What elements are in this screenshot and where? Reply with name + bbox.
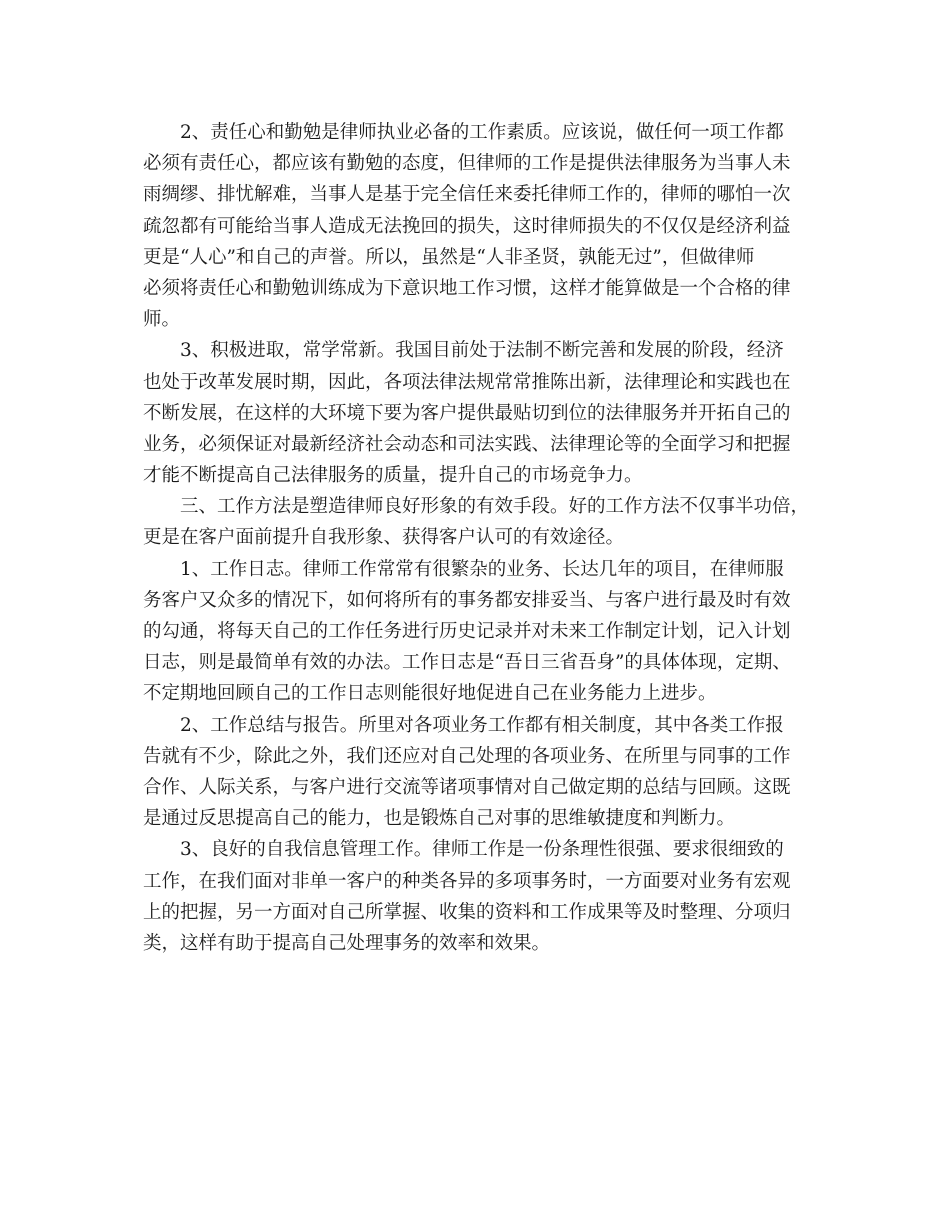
paragraph-information-management — [143, 834, 807, 959]
text-line: 更是“人心”和自己的声誉。所以，虽然是“人非圣贤，孰能无过”，但做律师 — [143, 246, 755, 268]
text-line: 3、积极进取，常学常新。我国目前处于法制不断完善和发展的阶段，经济 — [180, 340, 784, 362]
text-line: 是通过反思提高自己的能力，也是锻炼自己对事的思维敏捷度和判断力。 — [143, 808, 736, 830]
text-line: 务客户又众多的情况下，如何将所有的事务都安排妥当、与客户进行最及时有效 — [143, 589, 791, 611]
text-line: 业务，必须保证对最新经济社会动态和司法实践、法律理论等的全面学习和把握 — [143, 433, 791, 455]
document-body — [143, 117, 810, 959]
text-line: 才能不断提高自己法律服务的质量，提升自己的市场竞争力。 — [143, 465, 643, 487]
paragraph-diligence — [143, 117, 807, 335]
paragraph-summary-report — [143, 710, 807, 835]
text-line: 三、工作方法是塑造律师良好形象的有效手段。好的工作方法不仅事半功倍， — [180, 496, 810, 518]
text-line: 必须将责任心和勤勉训练成为下意识地工作习惯，这样才能算做是一个合格的律 — [143, 277, 791, 299]
text-line: 工作，在我们面对非单一客户的种类各异的多项事务时，一方面要对业务有宏观 — [143, 870, 791, 892]
text-line: 告就有不少，除此之外，我们还应对自己处理的各项业务、在所里与同事的工作 — [143, 745, 791, 767]
text-line: 1、工作日志。律师工作常常有很繁杂的业务、长达几年的项目，在律师服 — [180, 558, 784, 580]
text-line: 不断发展，在这样的大环境下要为客户提供最贴切到位的法律服务并开拓自己的 — [143, 402, 791, 424]
text-line: 日志，则是最简单有效的办法。工作日志是“吾日三省吾身”的具体体现，定期、 — [143, 652, 791, 674]
paragraph-work-log — [143, 554, 807, 710]
text-line: 也处于改革发展时期，因此，各项法律法规常常推陈出新，法律理论和实践也在 — [143, 371, 791, 393]
text-line: 的勾通，将每天自己的工作任务进行历史记录并对未来工作制定计划，记入计划 — [143, 621, 791, 642]
text-line: 雨绸缪、排忧解难，当事人是基于完全信任来委托律师工作的，律师的哪怕一次 — [143, 184, 791, 206]
text-line: 更是在客户面前提升自我形象、获得客户认可的有效途径。 — [143, 527, 625, 549]
text-line: 2、责任心和勤勉是律师执业必备的工作素质。应该说，做任何一项工作都 — [180, 122, 784, 143]
text-line: 2、工作总结与报告。所里对各项业务工作都有相关制度，其中各类工作报 — [180, 714, 784, 736]
paragraph-continuous-learning — [143, 335, 807, 491]
text-line: 上的把握，另一方面对自己所掌握、收集的资料和工作成果等及时整理、分项归 — [143, 901, 791, 923]
text-line: 不定期地回顾自己的工作日志则能很好地促进自己在业务能力上进步。 — [143, 683, 717, 705]
paragraph-section-three-heading — [143, 491, 810, 553]
text-line: 3、良好的自我信息管理工作。律师工作是一份条理性很强、要求很细致的 — [180, 839, 784, 861]
text-line: 合作、人际关系，与客户进行交流等诸项事情对自己做定期的总结与回顾。这既 — [143, 776, 791, 798]
text-line: 必须有责任心，都应该有勤勉的态度，但律师的工作是提供法律服务为当事人未 — [143, 153, 791, 175]
text-line: 疏忽都有可能给当事人造成无法挽回的损失，这时律师损失的不仅仅是经济利益 — [143, 215, 791, 237]
text-line: 类，这样有助于提高自己处理事务的效率和效果。 — [143, 932, 551, 954]
text-line: 师。 — [143, 309, 181, 331]
